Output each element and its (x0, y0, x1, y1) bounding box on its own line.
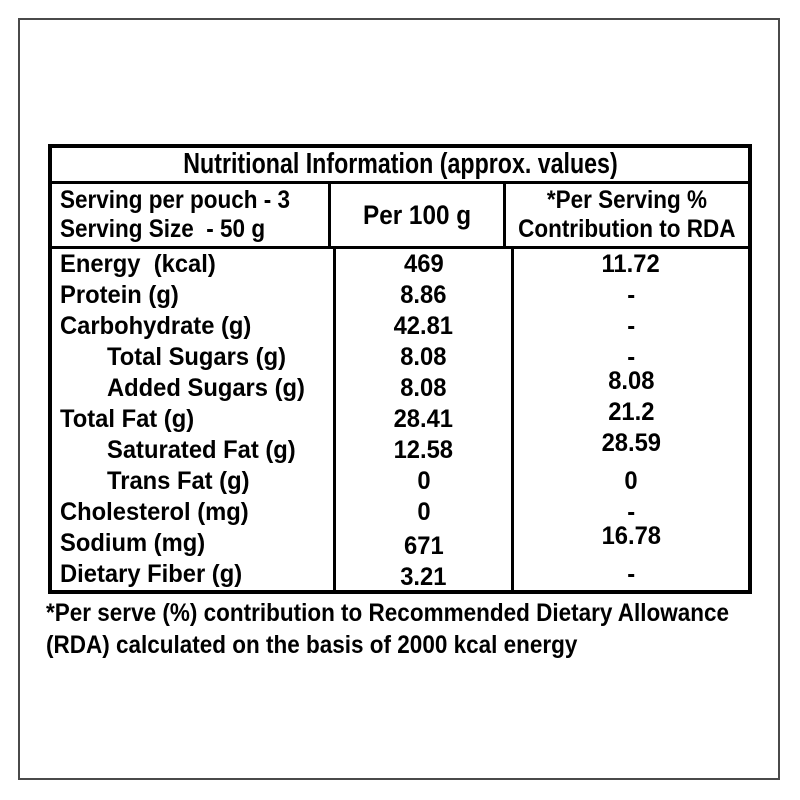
serving-per-pouch-text: Serving per pouch - 3 (60, 186, 291, 214)
per-100g-cell (336, 435, 514, 466)
rda-value: - (627, 281, 635, 309)
rda-cell (514, 249, 748, 280)
row-label-cell (52, 311, 336, 342)
rda-value: 11.72 (601, 250, 661, 278)
per-100g-cell (336, 249, 514, 280)
footnote-line-2 (46, 631, 758, 663)
rda-cell (514, 311, 748, 342)
table-row (52, 311, 748, 342)
per-100g-cell (336, 404, 514, 435)
contribution-to-rda-text: Contribution to RDA (518, 215, 736, 243)
row-label-cell (52, 249, 336, 280)
per-100g-cell (336, 342, 514, 373)
row-label-cell (52, 373, 336, 404)
row-label: Sodium (mg) (60, 529, 206, 557)
serving-size-text: Serving Size - 50 g (60, 215, 266, 243)
rda-value: 8.08 (607, 367, 655, 395)
rda-value: 21.2 (607, 398, 655, 426)
row-label: Dietary Fiber (g) (60, 560, 243, 588)
per-100g-value: 28.41 (393, 405, 454, 433)
rda-value: 16.78 (601, 522, 661, 550)
table-title: Nutritional Information (approx. values) (182, 148, 618, 180)
table-title-row (52, 148, 748, 184)
table-row (52, 249, 748, 280)
table-body (52, 249, 748, 590)
per-100g-cell (336, 497, 514, 528)
row-label: Cholesterol (mg) (60, 498, 249, 526)
per-serving-percent-text: *Per Serving % (547, 186, 708, 214)
row-label-cell (52, 435, 336, 466)
per-100g-value: 8.08 (400, 374, 447, 402)
rda-cell (514, 522, 748, 559)
rda-value: - (627, 343, 635, 371)
per-100g-cell (336, 528, 514, 559)
rda-value: - (627, 560, 635, 588)
per-100g-cell (336, 466, 514, 497)
table-header-row (52, 184, 748, 249)
per-100g-value: 671 (403, 532, 444, 560)
per-100g-cell (336, 373, 514, 404)
row-label-cell (52, 497, 336, 528)
per-100g-value: 469 (403, 250, 444, 278)
row-label: Total Sugars (g) (107, 343, 287, 371)
per-100g-value: 3.21 (400, 563, 447, 591)
row-label-cell (52, 280, 336, 311)
row-label: Saturated Fat (g) (107, 436, 296, 464)
row-label: Carbohydrate (g) (60, 312, 252, 340)
footnote-text-1: *Per serve (%) contribution to Recommended Dietary Allowance (46, 599, 730, 627)
rda-value: - (627, 312, 635, 340)
table-row (52, 466, 748, 497)
rda-cell (514, 429, 748, 466)
row-label-cell (52, 528, 336, 559)
table-row (52, 429, 748, 466)
per-100g-cell (336, 280, 514, 311)
table-row (52, 522, 748, 560)
rda-cell (514, 466, 748, 497)
footnote (46, 599, 758, 663)
row-label: Protein (g) (60, 281, 179, 309)
per-100g-heading: Per 100 g (363, 199, 472, 230)
rda-value: 28.59 (601, 429, 661, 457)
per-100g-value: 8.08 (400, 343, 447, 371)
rda-value: 0 (624, 467, 638, 495)
row-label-cell (52, 559, 336, 590)
footnote-line-1 (46, 599, 758, 631)
row-label-cell (52, 342, 336, 373)
nutrition-table (48, 144, 752, 594)
table-row (52, 280, 748, 311)
table-row (52, 559, 748, 590)
rda-cell (514, 280, 748, 311)
per-100g-value: 0 (416, 498, 431, 526)
rda-cell (514, 559, 748, 590)
per-100g-cell (336, 311, 514, 342)
footnote-text-2: (RDA) calculated on the basis of 2000 kcal energy (46, 631, 578, 659)
header-rda-contribution (506, 184, 748, 246)
row-label: Trans Fat (g) (107, 467, 250, 495)
row-label-cell (52, 404, 336, 435)
row-label: Total Fat (g) (60, 405, 195, 433)
per-100g-value: 42.81 (393, 312, 454, 340)
row-label-cell (52, 466, 336, 497)
header-serving-info (52, 184, 331, 246)
per-100g-cell (336, 559, 514, 590)
row-label: Energy (kcal) (60, 250, 216, 278)
rda-value: - (627, 498, 635, 526)
row-label: Added Sugars (g) (107, 374, 305, 402)
per-100g-value: 8.86 (400, 281, 447, 309)
per-100g-value: 12.58 (393, 436, 454, 464)
per-100g-value: 0 (416, 467, 431, 495)
header-per-100g (331, 184, 506, 246)
